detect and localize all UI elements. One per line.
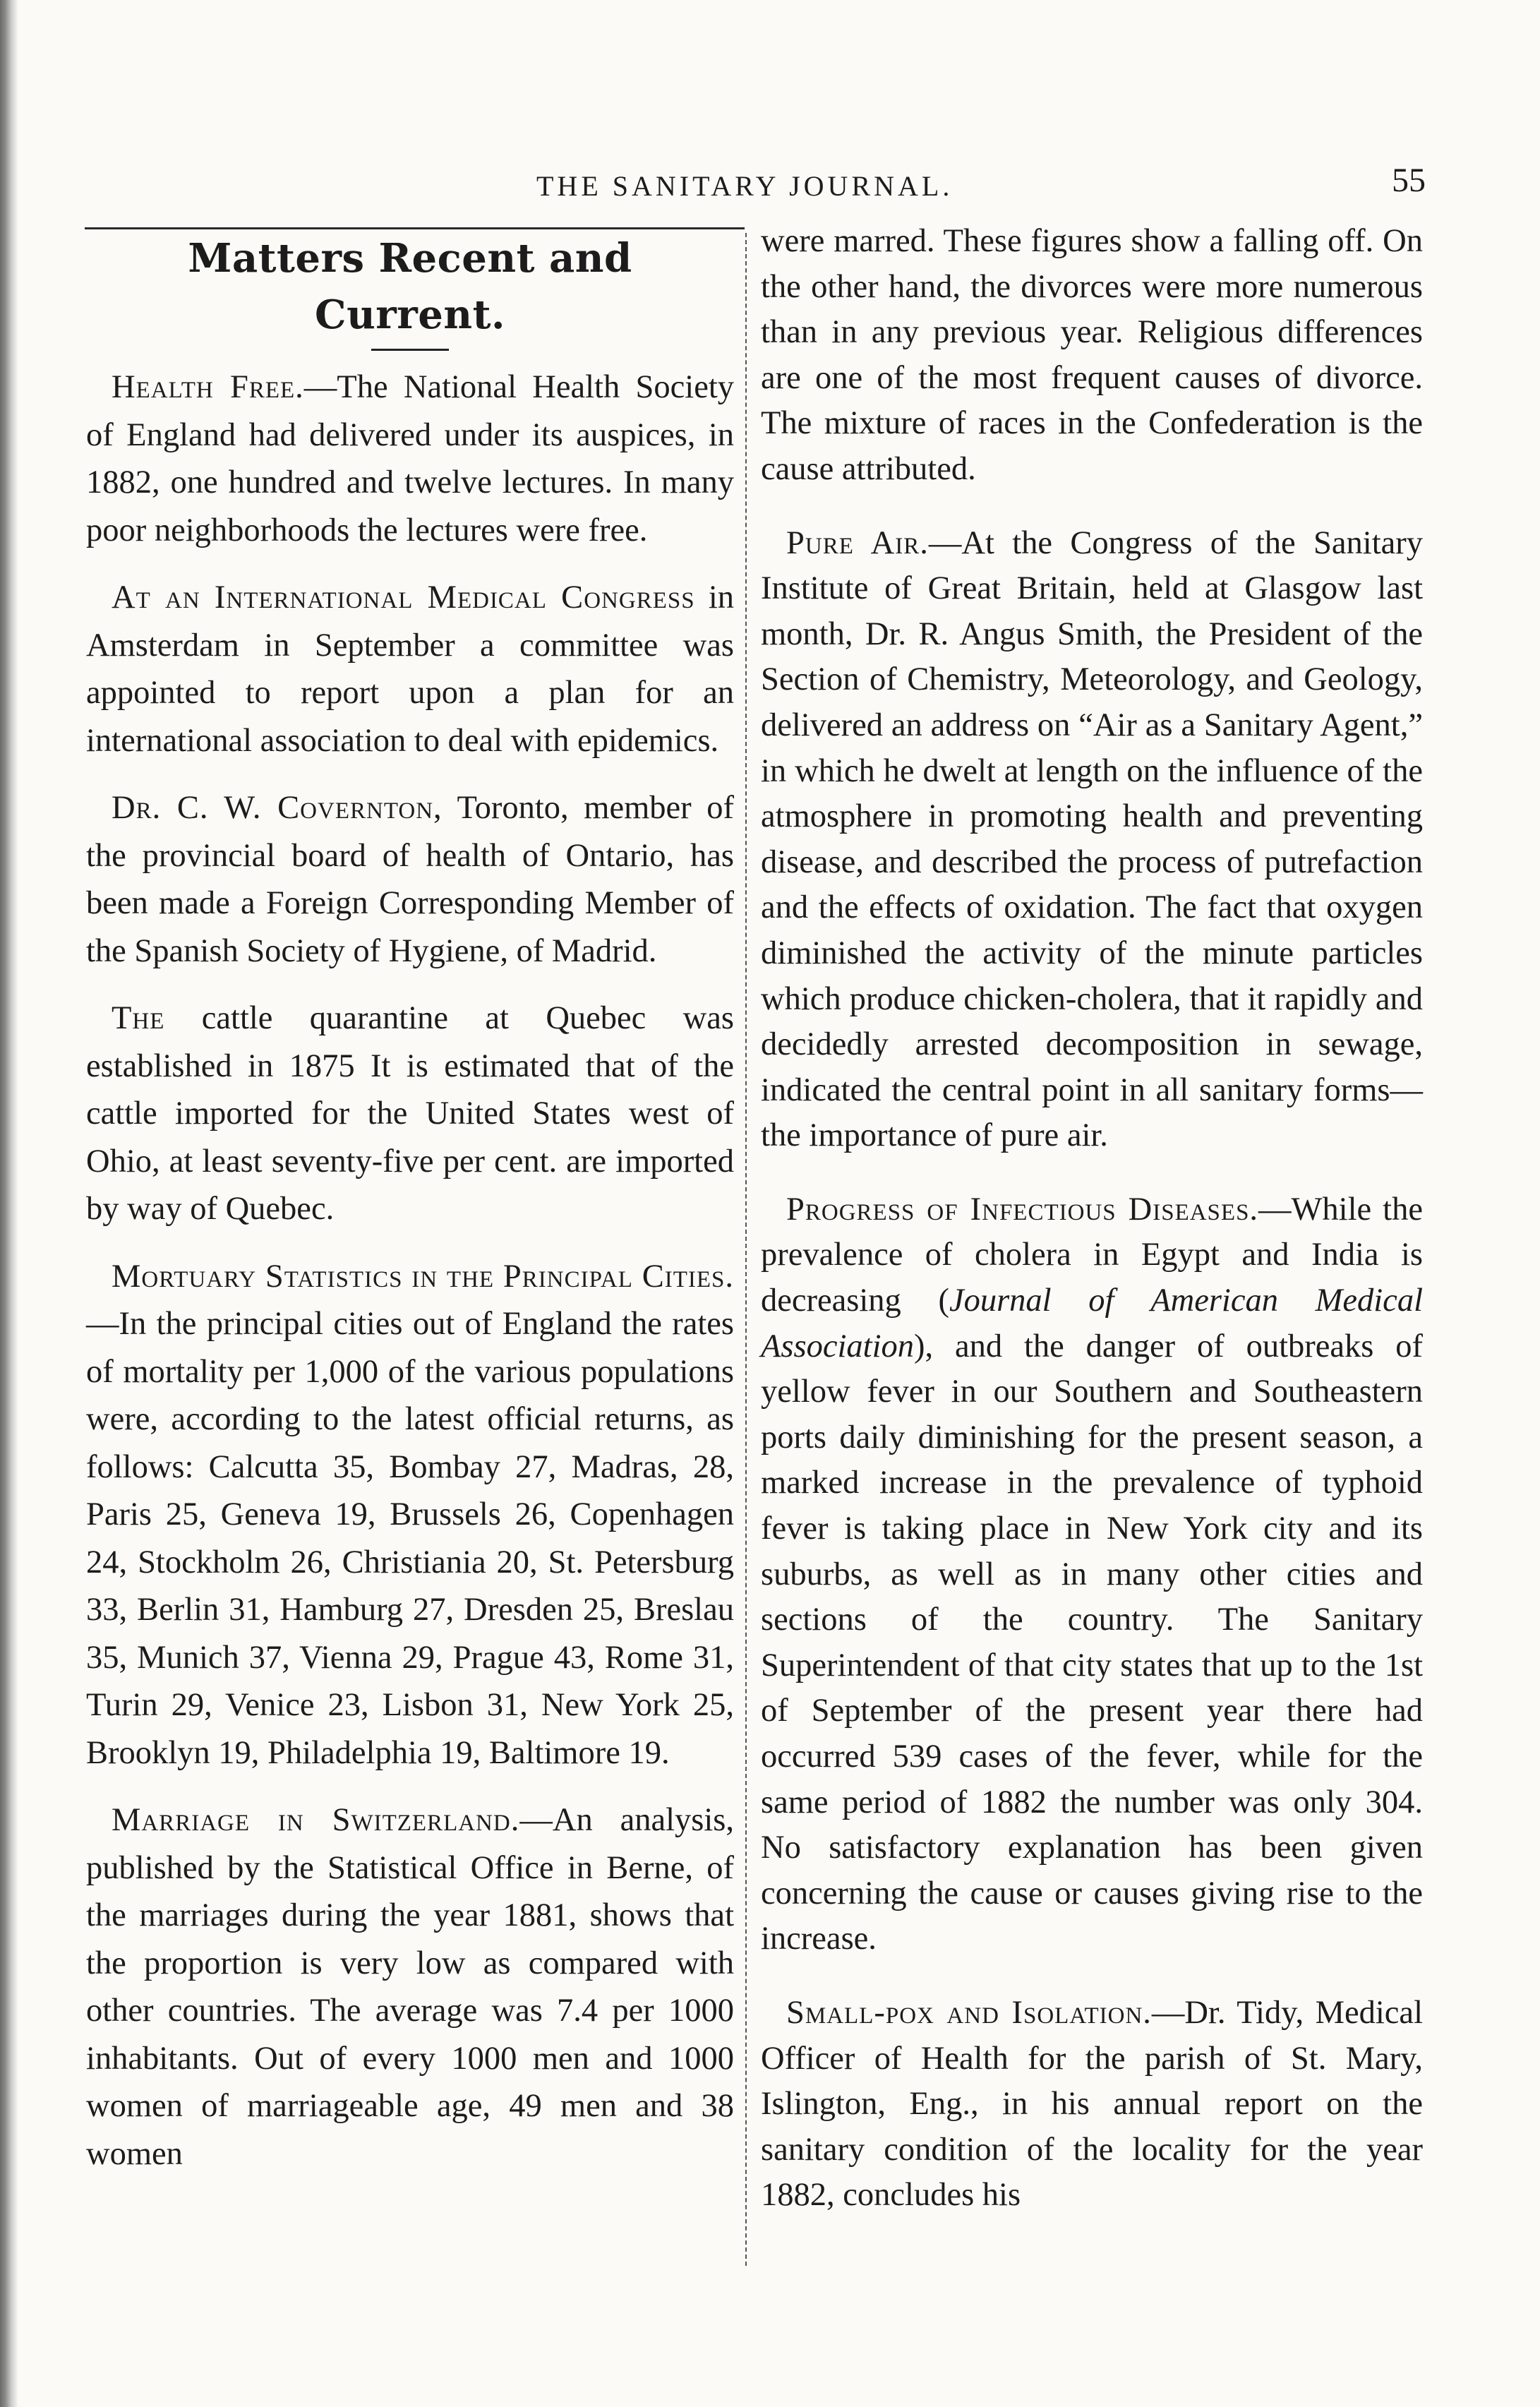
right-column <box>761 219 1423 2247</box>
paragraph-lead: The <box>112 1000 165 1036</box>
paragraph-marriage-switzerland <box>86 1796 734 2178</box>
paragraph-medical-congress <box>86 574 734 764</box>
paragraph-text: —In the principal cities out of England the rates of mortality per 1,000 of the various populations were, according to the latest official returns, as follows: Calcutta 35, Bombay 27, Madras, 28, Paris 25, Geneva 19, Brussels 26, Copenhagen 24, Stockholm 26, Christiania 20, St. Petersburg 33, Berlin 31, Hamburg 27, Dresden 25, Breslau 35, Munich 37, Vienna 29, Prague 43, Rome 31, Turin 29, Venice 23, Lisbon 31, New York 25, Brooklyn 19, Philadelphia 19, Baltimore 19. <box>86 1306 734 1771</box>
paragraph-lead: Small-pox and Isolation. <box>786 1994 1152 2031</box>
running-title: THE SANITARY JOURNAL. <box>536 170 954 202</box>
paragraph-pure-air <box>761 521 1423 1159</box>
paragraph-lead: Dr. C. W. Covernton, <box>112 790 443 826</box>
paragraph-infectious-diseases <box>761 1187 1423 1962</box>
left-column <box>86 224 734 2197</box>
paragraph-continuation: were marred. These figures show a falling off. On the other hand, the divorces were more numerous than in any previous year. Religious differences are one of the most frequent causes of divorce. The mixture of races in the Confederation is the cause attributed. <box>761 223 1423 487</box>
paragraph-covernton <box>86 784 734 975</box>
column-divider <box>745 233 747 2266</box>
paragraph-lead: Progress of Infectious Diseases. <box>786 1191 1259 1227</box>
paragraph-text: —The National Health Society of England had delivered under its auspices, in 1882, one hundred and twelve lectures. In many poor neighborhoods the lectures were free. <box>86 369 734 548</box>
paragraph-text: —While the prevalence of cholera in Egypt and India is decreasing ( <box>761 1191 1423 1319</box>
paragraph-text: —At the Congress of the Sanitary Institute of Great Britain, held at Glasgow last month, Dr. R. Angus Smith, the President of the Section of Chemistry, Meteorology, and Geology, delivered an address on “Air as a Sanitary Agent,” in which he dwelt at length on the influence of the atmosphere in promoting health and preventing disease, and described the process of putrefaction and the effects of oxidation. The fact that oxygen diminished the activity of the minute particles which produce chicken-cholera, that it rapidly and decidedly arrested decomposition in sewage, indicated the central point in all sanitary forms—the importance of pure air. <box>761 524 1423 1154</box>
title-rule <box>371 349 449 351</box>
paragraph-small-pox-isolation <box>761 1991 1423 2219</box>
page-header <box>78 161 1426 210</box>
paragraph-lead: Mortuary Statistics in the Principal Cities. <box>112 1258 734 1295</box>
paragraph-text: ), and the danger of outbreaks of yellow fever in our Southern and Southeastern ports daily diminishing for the present season, a marked increase in the prevalence of typhoid fever is taking place in New York city and its suburbs, as well as in many other cities and sections of the country. The Sanitary Superintendent of that city states that up to the 1st of September of the present year there had occurred 539 cases of the fever, while for the same period of 1882 the number was only 304. No satisfactory explanation has been given concerning the cause or causes giving rise to the increase. <box>761 1328 1423 1957</box>
paragraph-lead: Health Free. <box>112 369 304 405</box>
paragraph-health-free <box>86 364 734 554</box>
paragraph-lead: Marriage in Switzerland. <box>112 1802 520 1838</box>
scan-edge-shadow <box>0 0 18 2407</box>
paragraph-text: —An analysis, published by the Statistical Office in Berne, of the marriages during the year 1881, shows that the proportion is very low as compared with other countries. The average was 7.4 per 1000 inhabitants. Out of every 1000 men and 1000 women of marriageable age, 49 men and 38 women <box>86 1802 735 2172</box>
paragraph-text: —Dr. Tidy, Medical Officer of Health for the parish of St. Mary, Islington, Eng., in his annual report on the sanitary condition of the locality for the year 1882, concludes his <box>761 1994 1423 2214</box>
section-title: Matters Recent and Current. <box>188 235 632 338</box>
paragraph-text: Toronto, member of the provincial board of health of Ontario, has been made a Foreign Corresponding Member of the Spanish Society of Hygiene, of Madrid. <box>86 790 735 969</box>
paragraph-lead: Pure Air. <box>786 524 929 561</box>
paragraph-mortuary-statistics <box>86 1253 734 1777</box>
paragraph-text: in Amsterdam in September a committee was appointed to report upon a plan for an international association to deal with epidemics. <box>86 580 735 759</box>
paragraph-cattle-quarantine <box>86 995 734 1233</box>
paragraph-text: cattle quarantine at Quebec was established in 1875 It is estimated that of the cattle imported for the United States west of Ohio, at least seventy-five per cent. are imported by way of Quebec. <box>86 1000 734 1227</box>
paragraph-lead: At an International Medical Congress <box>112 580 695 616</box>
page-number: 55 <box>1392 162 1426 199</box>
journal-citation: Journal of American Medical Association <box>761 1283 1423 1364</box>
